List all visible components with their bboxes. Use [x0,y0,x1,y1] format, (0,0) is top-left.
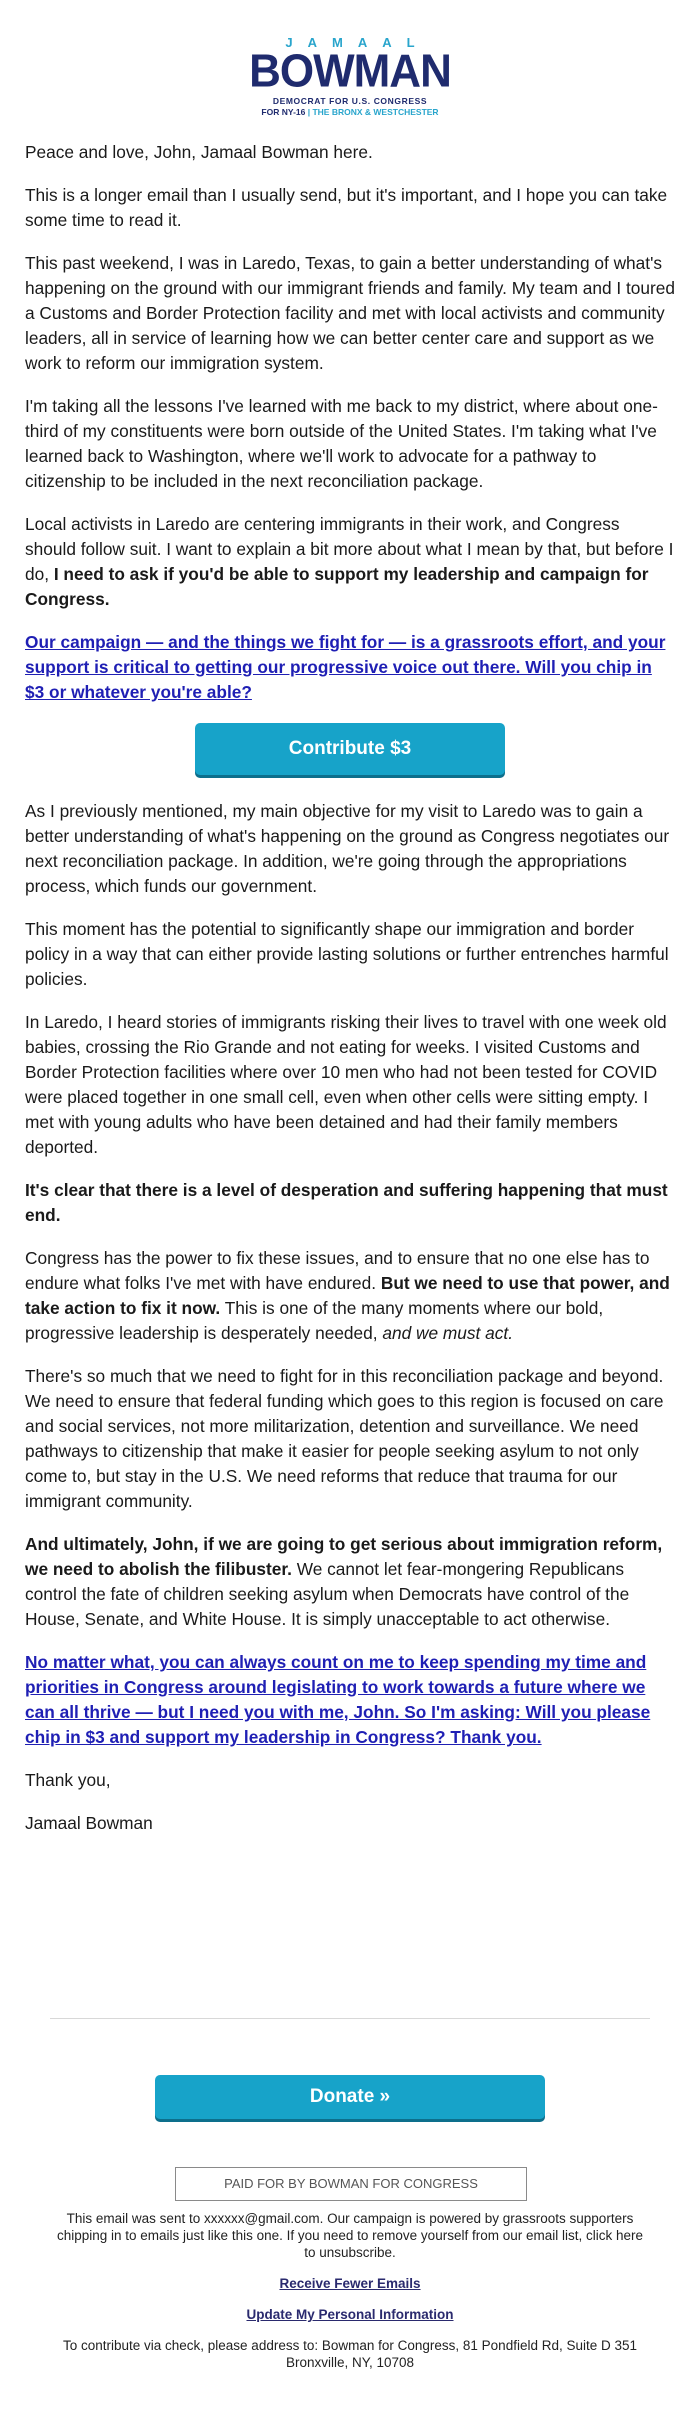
campaign-logo [0,36,700,118]
paragraph-desperation [25,1178,675,1228]
paragraph-local-activists-ask: I need to ask if you'd be able to support my leadership and campaign for Congress. [25,564,649,609]
paragraph-stories: In Laredo, I heard stories of immigrants risking their lives to travel with one week old babies, crossing the Rio Grande and not eating for weeks. I visited Customs and Border Protection facilities where over 10 men who had not been tested for COVID were placed together in one small cell, even when other cells were sitting empty. I met with young adults who have been detained and had their family members deported. [25,1012,667,1157]
donate-button[interactable]: Donate » [155,2075,545,2119]
paragraph-reconciliation: There's so much that we need to fight for in this reconciliation package and beyond. We need to ensure that federal funding which goes to this region is focused on care and social services, not more militarization, detention and surveillance. We need pathways to citizenship that make it easier for people seeking asylum to not only come to, but stay in the U.S. We need reforms that reduce that trauma for our immigrant community. [25,1366,664,1511]
update-personal-info-link[interactable]: Update My Personal Information [246,2307,454,2322]
email-body [25,140,675,1854]
paragraph-lessons: I'm taking all the lessons I've learned with me back to my district, where about one-third of my constituents were born outside of the United States. I'm taking what I've learned back to Washington, where we'll work to advocate for a pathway to citizenship to be included in the next reconciliation package. [25,396,658,491]
congress-power-b: But we need to use that power, and take action to fix it now. [25,1273,670,1318]
paragraph-desperation-text: It's clear that there is a level of desperation and suffering happening that must end. [25,1180,668,1225]
filibuster-plain: We cannot let fear-mongering Republicans control the fate of children seeking asylum when Democrats have control of the House, Senate, and White House. It is simply unacceptable to act otherwise. [25,1559,630,1629]
logo-last-name: BOWMAN [249,45,451,98]
paragraph-laredo-visit: This past weekend, I was in Laredo, Texas, to gain a better understanding of what's happening on the ground with our immigrant friends and family. My team and I toured a Customs and Border Protection facility and met with local activists and community leaders, all in service of learning how we can better center care and support as we work to reform our immigration system. [25,253,676,373]
donation-ask-link-1[interactable]: Our campaign — and the things we fight for — is a grassroots effort, and your support is critical to getting our progressive voice out there. Will you chip in $3 or whatever you're able? [25,632,666,702]
signature: Jamaal Bowman [25,1813,153,1833]
donation-ask-link-2[interactable]: No matter what, you can always count on me to keep spending my time and priorities in Congress around legislating to work towards a future where we can all thrive — but I need you with me, John. So I'm asking: Will you please chip in $3 and support my leadership in Congress? Thank you. [25,1652,651,1747]
paragraph-local-activists [25,512,675,612]
footer-divider [50,2018,650,2019]
paragraph-local-activists-text: Local activists in Laredo are centering immigrants in their work, and Congress should follow suit. I want to explain a bit more about what I mean by that, but before I do, [25,514,674,584]
paragraph-congress-power [25,1246,675,1346]
contribute-button-wrap [25,723,675,775]
receive-fewer-emails-link[interactable]: Receive Fewer Emails [279,2276,421,2291]
footer [50,2210,650,2385]
logo-tagline: DEMOCRAT FOR U.S. CONGRESS [272,96,428,106]
logo-first-name: JAMAAL [285,35,430,50]
paid-for-disclaimer: PAID FOR BY BOWMAN FOR CONGRESS [175,2167,527,2201]
paragraph-intro: This is a longer email than I usually send, but it's important, and I hope you can take some time to read it. [25,185,668,230]
greeting: Peace and love, John, Jamaal Bowman here. [25,142,373,162]
check-address: To contribute via check, please address to: Bowman for Congress, 81 Pondfield Rd, Suite D 351 Bronxville, NY, 10708 [62,2338,638,2370]
footer-notice: This email was sent to xxxxxx@gmail.com. Our campaign is powered by grassroots supporters chipping in to emails just like this one. If you need to remove yourself from our email list, click here to unsubscribe. [56,2211,643,2260]
logo-district-area: | THE BRONX & WESTCHESTER [307,107,439,117]
logo-district-name: FOR NY-16 [261,107,306,117]
signoff: Thank you, [25,1770,111,1790]
congress-power-d: and we must act. [382,1323,514,1343]
congress-power-a: Congress has the power to fix these issues, and to ensure that no one else has to endure what folks I've met with have endured. [25,1248,650,1293]
logo-district [0,107,700,118]
contribute-button[interactable]: Contribute $3 [195,723,505,775]
paragraph-filibuster [25,1532,675,1632]
paragraph-potential: This moment has the potential to significantly shape our immigration and border policy in a way that can either provide lasting solutions or further entrenches harmful policies. [25,919,669,989]
congress-power-c: This is one of the many moments where our bold, progressive leadership is desperately needed, [25,1298,604,1343]
filibuster-bold: And ultimately, John, if we are going to get serious about immigration reform, we need to abolish the filibuster. [25,1534,663,1579]
paragraph-objective: As I previously mentioned, my main objective for my visit to Laredo was to gain a better understanding of what's happening on the ground as Congress negotiates our next reconciliation package. In addition, we're going through the appropriations process, which funds our government. [25,801,670,896]
